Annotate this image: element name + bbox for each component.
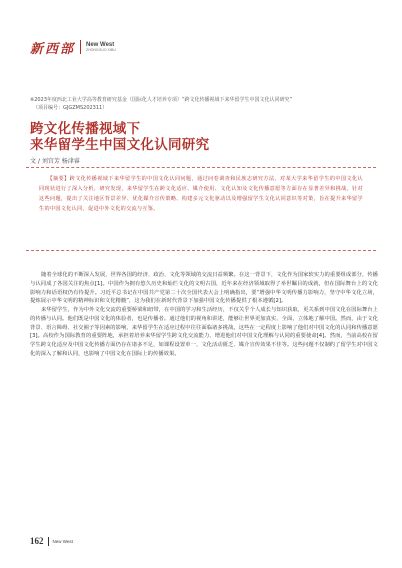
paragraph: 随着全球化的不断深入发展，世界各国的经济、政治、文化等领域的交流日益频繁。在这一背景下，文化作为国家软实力的重要组成部分，传播与认同成了各国关注的焦点[1]。中国作为拥有悠久历史和灿烂文化的文明古国，近年来在经济领域取得了举世瞩目的成就，但在国际舞台上的文化影响力和话语权仍有待提升。习近平总书记在中国共产党第二十次全国代表大会上明确指出，要“增强中华文明传播力影响力，坚守中华文化立场，提炼展示中华文明的精神标识和文化精髓”，这为我们在新时代背景下加强中国文化传播提供了根本遵循[2]。: [30, 272, 378, 305]
page-number: 162: [30, 536, 44, 546]
abstract-box: [26, 167, 376, 251]
author-line: 文 / 刘宫芳 杨津睿: [30, 158, 80, 165]
journal-logo-en: [86, 42, 116, 53]
journal-subtitle: ZHONGGUO XIBU: [86, 47, 116, 52]
footer-journal-name: New West: [52, 538, 73, 544]
title-line-1: 跨文化传播视域下: [30, 121, 141, 137]
paragraph: 来华留学生，作为中外文化交流的重要桥梁和纽带，在中国的学习和生活经历，不仅关乎个人成长与知识获取，更关系到中国文化在国际舞台上的传播与认同。他们既是中国文化的体验者，也是传播者。通过他们的视角和讲述，能够让世界更加真实、全面、立体地了解中国。然而，由于文化背景、语言障碍、社交圈子等因素的影响，来华留学生在适应过程中往往面临诸多挑战，这些在一定程度上影响了他们对中国文化的认同和传播意愿[3]。高校作为国际教育的重要阵地，承担着培养来华留学生跨文化交流能力、增进他们对中国文化理解与认同的重要使命[4]。然而，当前高校在留学生跨文化适应及中国文化传播方面仍存在诸多不足，如课程设置单一、文化活动匮乏、媒介宣传效果不佳等。这些问题不仅制约了留学生对中国文化的深入了解和认同，也影响了中国文化在国际上的传播效果。: [30, 307, 378, 357]
abstract-text: 【摘要】跨文化传播视域下来华留学生的中国文化认同问题，通过问卷调查和民族志研究方法，对某大学来华留学生的中国文化认同现状进行了深入分析，研究发现，来华留学生在跨文化适应、媒介使用、文化认知及文化传播意愿等方面存在显著差异和挑战。针对这些问题，提出了关注地区背景差异、优化媒介宣传策略、构建多元文化驱动以及增强留学生文化认同意识等对策，旨在提升来华留学生的中国文化认同，促进中外文化的交流与互鉴。: [39, 176, 363, 213]
fund-note-line-1: ※2023年度西北工业大学高等教育研究基金（国际化人才培养专项）“跨文化传播视域下来华留学生中国文化认同研究”: [30, 97, 293, 103]
footer-divider: [48, 537, 49, 546]
journal-name-en: New West: [86, 41, 115, 48]
logo-divider: [80, 40, 81, 54]
masthead: [30, 38, 116, 56]
title-line-2: 来华留学生中国文化认同研究: [30, 137, 210, 153]
page-footer: [30, 536, 73, 546]
fund-note-line-2: （项目编号：GJGZMS202311）: [33, 105, 108, 111]
article-title: [30, 121, 209, 153]
journal-logo-cn: 新西部: [30, 41, 76, 57]
body-text: [30, 271, 378, 359]
fund-note: [30, 96, 380, 112]
